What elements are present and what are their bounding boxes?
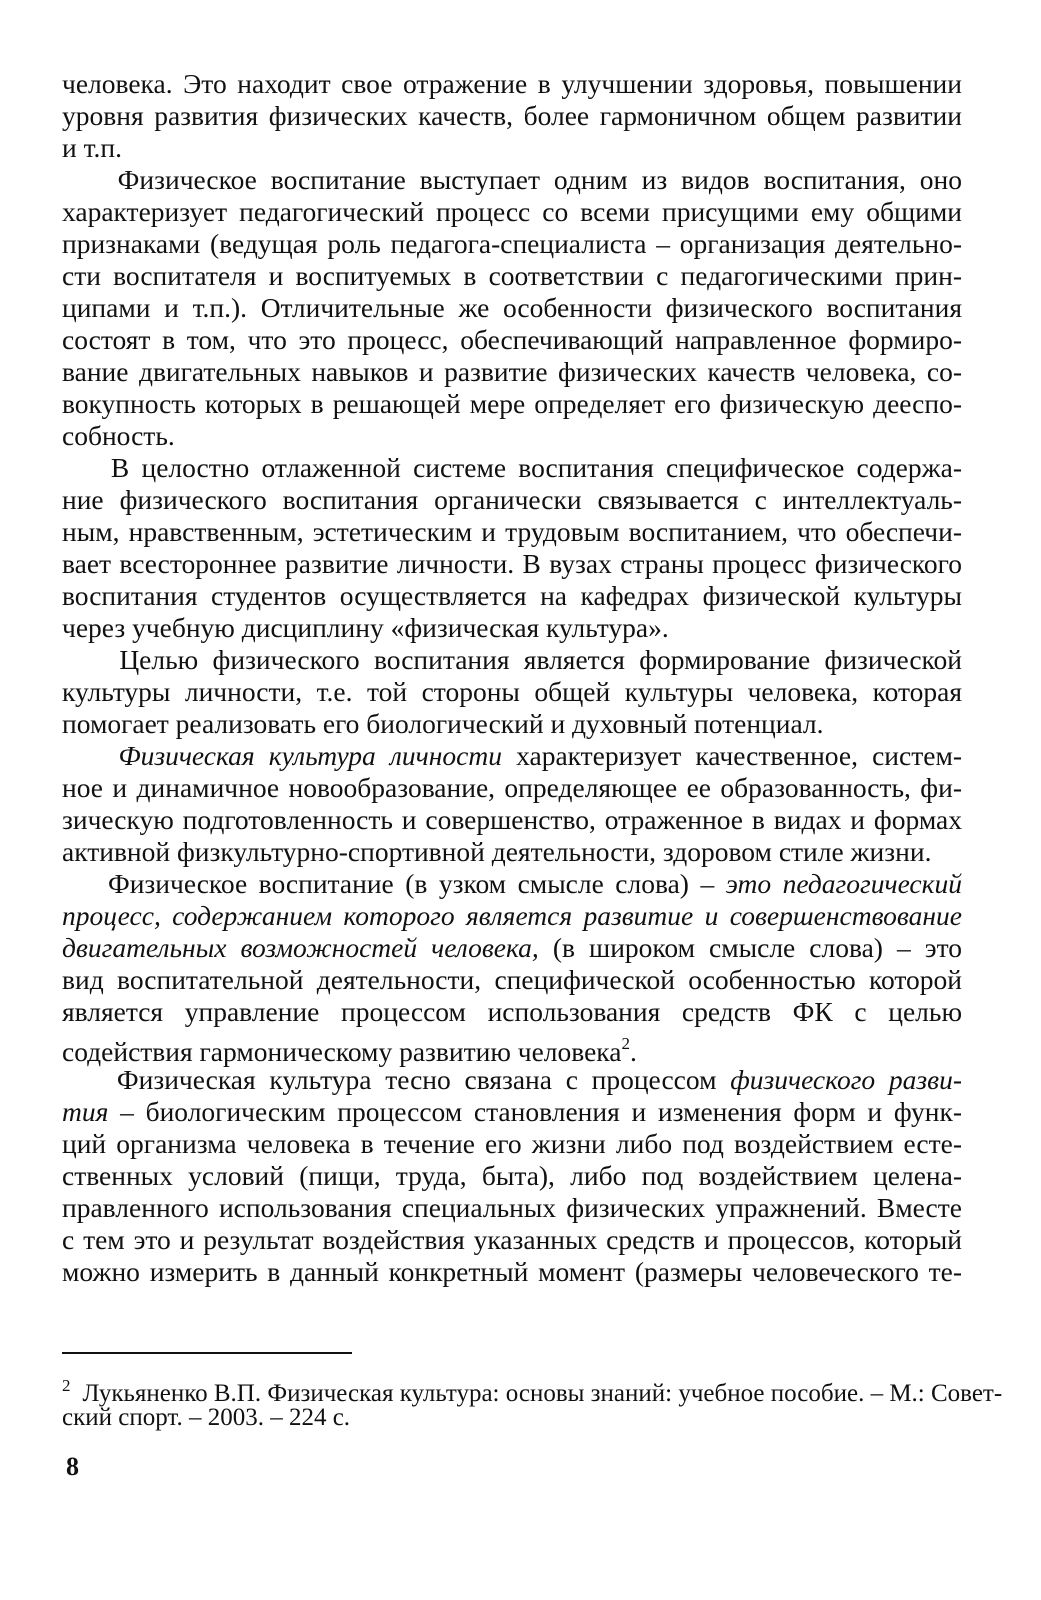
text-segment: В целостно отлаженной системе воспитания специфическое содержа-: [62, 452, 962, 483]
text-line: [62, 1064, 962, 1096]
text-line: [62, 324, 962, 356]
text-line: [62, 708, 962, 740]
text-line: [62, 900, 962, 932]
text-segment: правленного использования специальных физических упражнений. Вместе: [62, 1192, 962, 1223]
text-line: [62, 228, 962, 260]
text-segment: Физическое воспитание выступает одним из видов воспитания, оно: [62, 164, 962, 195]
text-segment: помогает реализовать его биологический и духовный потенциал.: [62, 708, 824, 739]
text-segment: Физическая культура тесно связана с процессом: [62, 1064, 731, 1095]
text-segment: вид воспитательной деятельности, специфической особенностью которой: [62, 964, 962, 995]
text-line: [62, 772, 962, 804]
page-number: 8: [66, 1452, 79, 1481]
body-text: [62, 68, 962, 1288]
text-line: [62, 996, 962, 1028]
footnote-text: Лукьяненко В.П. Физическая культура: основы знаний: учебное пособие. – М.: Совет-: [82, 1380, 1003, 1407]
text-line: [62, 484, 962, 516]
text-segment: ственных условий (пищи, труда, быта), либо под воздействием целена-: [62, 1160, 962, 1191]
text-line: [62, 1028, 962, 1067]
text-line: [62, 196, 962, 228]
text-segment: ным, нравственным, эстетическим и трудовым воспитанием, что обеспечи-: [62, 516, 962, 547]
text-segment: [62, 740, 118, 771]
footnote-text: ский спорт. – 2003. – 224 с.: [62, 1404, 351, 1431]
text-segment: содействия гармоническому развитию человека: [62, 1036, 622, 1067]
text-segment: (в широком смысле слова) – это: [538, 932, 962, 963]
text-line: [62, 964, 962, 996]
text-line: [62, 356, 962, 388]
text-line: [62, 868, 962, 900]
text-line: [62, 388, 962, 420]
text-segment: ное и динамичное новообразование, определяющее ее образованность, фи-: [62, 772, 962, 803]
text-segment: Физическое воспитание (в узком смысле слова) –: [62, 868, 726, 899]
text-segment: зическую подготовленность и совершенство, отраженное в видах и формах: [62, 804, 962, 835]
text-segment: характеризует педагогический процесс со всеми присущими ему общими: [62, 196, 962, 227]
text-line: [62, 516, 962, 548]
text-segment: тия: [62, 1096, 109, 1127]
text-segment: воспитания студентов осуществляется на кафедрах физической культуры: [62, 580, 962, 611]
text-line: [62, 292, 962, 324]
text-segment: с тем это и результат воздействия указанных средств и процессов, который: [62, 1224, 962, 1255]
text-segment: и т.п.: [62, 132, 123, 163]
text-segment: ций организма человека в течение его жизни либо под воздействием есте-: [62, 1128, 962, 1159]
text-segment: Целью физического воспитания является формирование физической: [62, 644, 962, 675]
text-line: [62, 804, 962, 836]
text-line: [62, 100, 962, 132]
text-line: [62, 164, 962, 196]
text-line: [62, 932, 962, 964]
text-segment: активной физкультурно-спортивной деятельности, здоровом стиле жизни.: [62, 836, 932, 867]
text-segment: культуры личности, т.е. той стороны общей культуры человека, которая: [62, 676, 962, 707]
text-segment: физического разви-: [730, 1064, 962, 1095]
footnote-line: [62, 1370, 1003, 1407]
text-segment: .: [629, 1036, 637, 1067]
text-line: [62, 420, 962, 452]
text-line: [62, 740, 962, 772]
text-segment: уровня развития физических качеств, более гармоничном общем развитии: [62, 100, 962, 131]
text-segment: признаками (ведущая роль педагога-специалиста – организация деятельно-: [62, 228, 962, 259]
text-segment: характеризует качественное, систем-: [501, 740, 962, 771]
text-line: [62, 1096, 962, 1128]
text-segment: человека. Это находит свое отражение в улучшении здоровья, повышении: [62, 68, 962, 99]
text-segment: двигательных возможностей человека,: [62, 932, 539, 963]
text-segment: вокупность которых в решающей мере определяет его физическую дееспо-: [62, 388, 962, 419]
text-segment: Физическая культура личности: [118, 740, 502, 771]
footnote-marker: 2: [62, 1376, 71, 1395]
text-line: [62, 612, 962, 644]
text-segment: состоят в том, что это процесс, обеспечивающий направленное формиро-: [62, 324, 962, 355]
text-line: [62, 452, 962, 484]
text-segment: сти воспитателя и воспитуемых в соответствии с педагогическими прин-: [62, 260, 962, 291]
text-line: [62, 68, 962, 100]
text-segment: ципами и т.п.). Отличительные же особенности физического воспитания: [62, 292, 962, 323]
text-line: [62, 1192, 962, 1224]
text-segment: ние физического воспитания органически связывается с интеллектуаль-: [62, 484, 962, 515]
text-segment: можно измерить в данный конкретный момент (размеры человеческого те-: [62, 1256, 962, 1287]
text-segment: через учебную дисциплину «физическая культура».: [62, 612, 669, 643]
text-line: [62, 836, 962, 868]
text-segment: вание двигательных навыков и развитие физических качеств человека, со-: [62, 356, 962, 387]
text-line: [62, 1256, 962, 1288]
text-segment: это педагогический: [725, 868, 962, 899]
text-segment: вает всестороннее развитие личности. В вузах страны процесс физического: [62, 548, 962, 579]
text-line: [62, 1128, 962, 1160]
footnote-reference: 2: [621, 1034, 630, 1053]
footnote: [62, 1370, 1003, 1434]
text-segment: – биологическим процессом становления и изменения форм и функ-: [108, 1096, 962, 1127]
text-line: [62, 644, 962, 676]
text-line: [62, 260, 962, 292]
text-line: [62, 580, 962, 612]
text-line: [62, 548, 962, 580]
text-line: [62, 1160, 962, 1192]
text-line: [62, 132, 962, 164]
text-segment: собность.: [62, 420, 175, 451]
text-segment: процесс, содержанием которого является развитие и совершенствование: [62, 900, 962, 931]
text-line: [62, 676, 962, 708]
text-segment: является управление процессом использования средств ФК с целью: [62, 996, 962, 1027]
text-line: [62, 1224, 962, 1256]
footnote-divider: [62, 1352, 352, 1354]
